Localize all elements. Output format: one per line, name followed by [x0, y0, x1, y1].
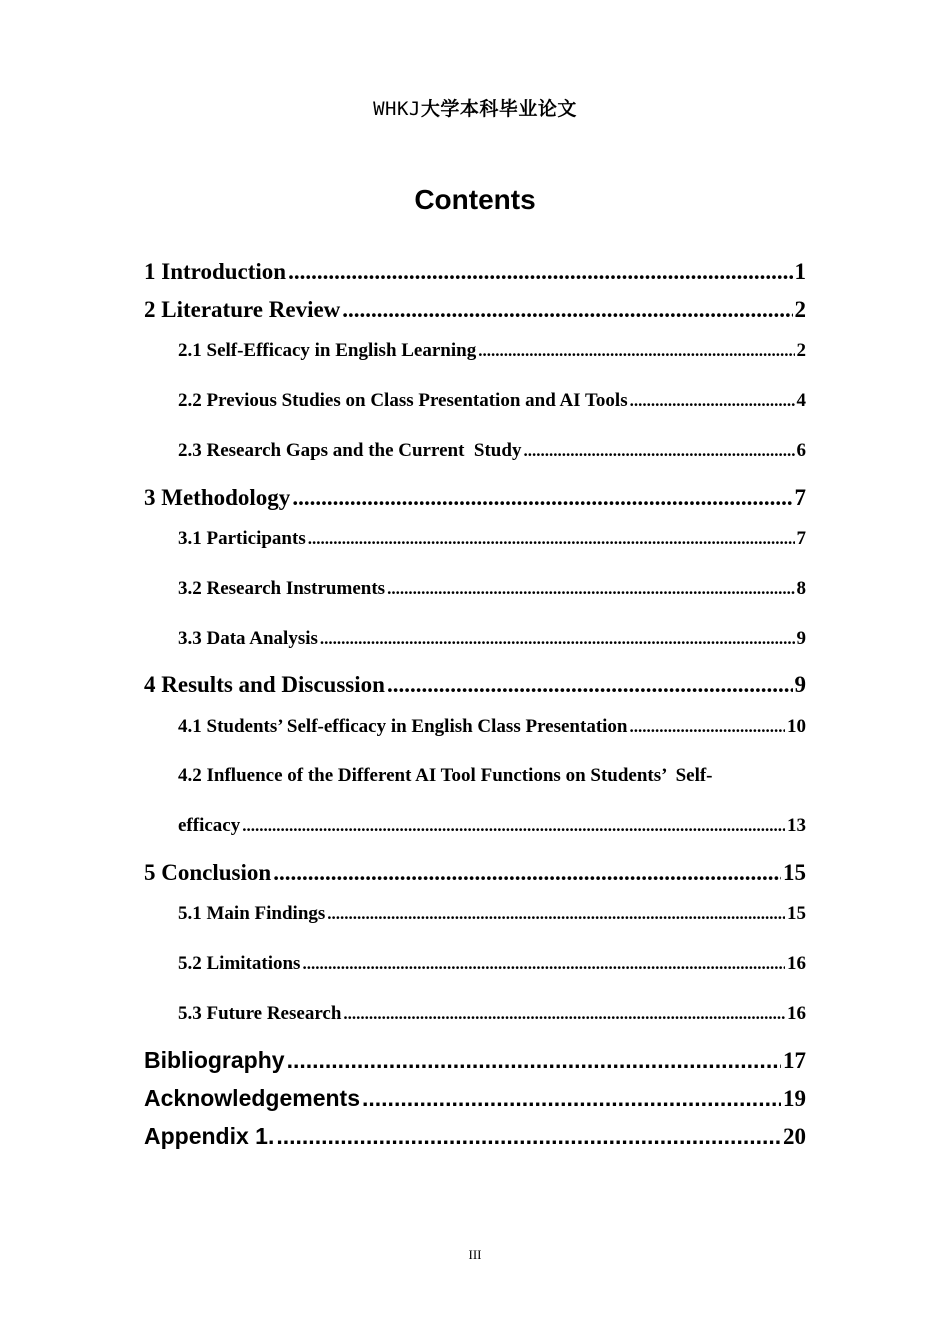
toc-entry-label: 2.1 Self-Efficacy in English Learning	[178, 340, 477, 361]
toc-entry-self-efficacy[interactable]	[178, 340, 806, 362]
toc-entry-conclusion[interactable]	[144, 860, 806, 886]
toc-entry-label: 2.3 Research Gaps and the Current Study	[178, 440, 522, 461]
toc-page-number: 4	[796, 390, 806, 411]
toc-page-number: 9	[794, 672, 806, 697]
toc-entry-research-gaps[interactable]	[178, 440, 806, 462]
toc-entry-students-self-efficacy[interactable]	[178, 716, 806, 738]
toc-entry-ai-tool-influence-line2[interactable]	[178, 815, 806, 837]
toc-entry-ai-tool-influence-line1[interactable]: 4.2 Influence of the Different AI Tool Functions on Students’ Self-	[178, 765, 713, 786]
toc-dot-leader	[308, 528, 795, 550]
toc-page-number: 10	[787, 716, 806, 737]
toc-entry-label: 2 Literature Review	[144, 297, 341, 322]
toc-page-number: 6	[796, 440, 806, 461]
toc-entry-limitations[interactable]	[178, 953, 806, 975]
toc-page-number: 7	[794, 485, 806, 510]
toc-entry-label: Appendix 1.	[144, 1123, 275, 1149]
toc-entry-research-instruments[interactable]	[178, 578, 806, 600]
toc-dot-leader	[523, 440, 794, 462]
toc-dot-leader	[287, 1047, 781, 1074]
toc-entry-appendix-1[interactable]	[144, 1123, 806, 1150]
toc-entry-label: 5.3 Future Research	[178, 1003, 342, 1024]
toc-dot-leader	[276, 1123, 781, 1150]
toc-page-number: 16	[787, 1003, 806, 1024]
toc-entry-label: 1 Introduction	[144, 259, 287, 284]
toc-entry-bibliography[interactable]	[144, 1047, 806, 1074]
toc-page-number: 20	[783, 1124, 806, 1149]
toc-entry-label: 2.2 Previous Studies on Class Presentation and AI Tools	[178, 390, 628, 411]
toc-entry-label: 5.1 Main Findings	[178, 903, 326, 924]
toc-dot-leader	[302, 953, 785, 975]
toc-page-number: 8	[796, 578, 806, 599]
toc-entry-future-research[interactable]	[178, 1003, 806, 1025]
toc-page-number: 1	[794, 259, 806, 284]
toc-dot-leader	[630, 390, 795, 412]
toc-entry-introduction[interactable]	[144, 259, 806, 285]
toc-entry-label: 3.3 Data Analysis	[178, 628, 318, 649]
header-cjk-text: 大学本科毕业论文	[420, 98, 577, 120]
toc-dot-leader	[387, 672, 793, 698]
toc-entry-label: 3.1 Participants	[178, 528, 306, 549]
toc-dot-leader	[630, 716, 786, 738]
toc-page-number: 7	[796, 528, 806, 549]
toc-dot-leader	[273, 860, 781, 886]
toc-page-number: 9	[796, 628, 806, 649]
toc-page-number: 17	[783, 1048, 806, 1073]
toc-entry-acknowledgements[interactable]	[144, 1085, 806, 1112]
header-latin-text: WHKJ	[373, 98, 421, 120]
toc-dot-leader	[362, 1085, 781, 1112]
toc-entry-literature-review[interactable]	[144, 297, 806, 323]
toc-dot-leader	[478, 340, 794, 362]
toc-dot-leader	[288, 259, 792, 285]
toc-entry-label: 4 Results and Discussion	[144, 672, 385, 697]
toc-dot-leader	[327, 903, 785, 925]
toc-entry-label: efficacy	[178, 815, 241, 836]
toc-dot-leader	[343, 1003, 785, 1025]
toc-entry-methodology[interactable]	[144, 485, 806, 511]
toc-dot-leader	[387, 578, 794, 600]
contents-title: Contents	[414, 184, 536, 215]
page-number-footer: III	[468, 1247, 482, 1262]
toc-entry-participants[interactable]	[178, 528, 806, 550]
toc-dot-leader	[242, 815, 785, 837]
toc-entry-main-findings[interactable]	[178, 903, 806, 925]
toc-entry-previous-studies[interactable]	[178, 390, 806, 412]
running-header	[0, 94, 950, 121]
toc-page-number: 2	[796, 340, 806, 361]
toc-page-number: 13	[787, 815, 806, 836]
toc-entry-label: 5.2 Limitations	[178, 953, 301, 974]
toc-entry-label: Bibliography	[144, 1047, 285, 1073]
toc-dot-leader	[320, 628, 795, 650]
toc-entry-label: 4.1 Students’ Self-efficacy in English Class Presentation	[178, 716, 628, 737]
toc-page-number: 15	[783, 860, 806, 885]
toc-entry-label: 3 Methodology	[144, 485, 291, 510]
toc-dot-leader	[342, 297, 792, 323]
toc-entry-label: 3.2 Research Instruments	[178, 578, 386, 599]
toc-entry-data-analysis[interactable]	[178, 628, 806, 650]
toc-page-number: 15	[787, 903, 806, 924]
toc-page-number: 19	[783, 1086, 806, 1111]
toc-entry-results-discussion[interactable]	[144, 672, 806, 698]
toc-entry-label: 5 Conclusion	[144, 860, 272, 885]
toc-page-number: 2	[794, 297, 806, 322]
toc-dot-leader	[292, 485, 792, 511]
toc-page-number: 16	[787, 953, 806, 974]
toc-entry-label: Acknowledgements	[144, 1085, 360, 1111]
